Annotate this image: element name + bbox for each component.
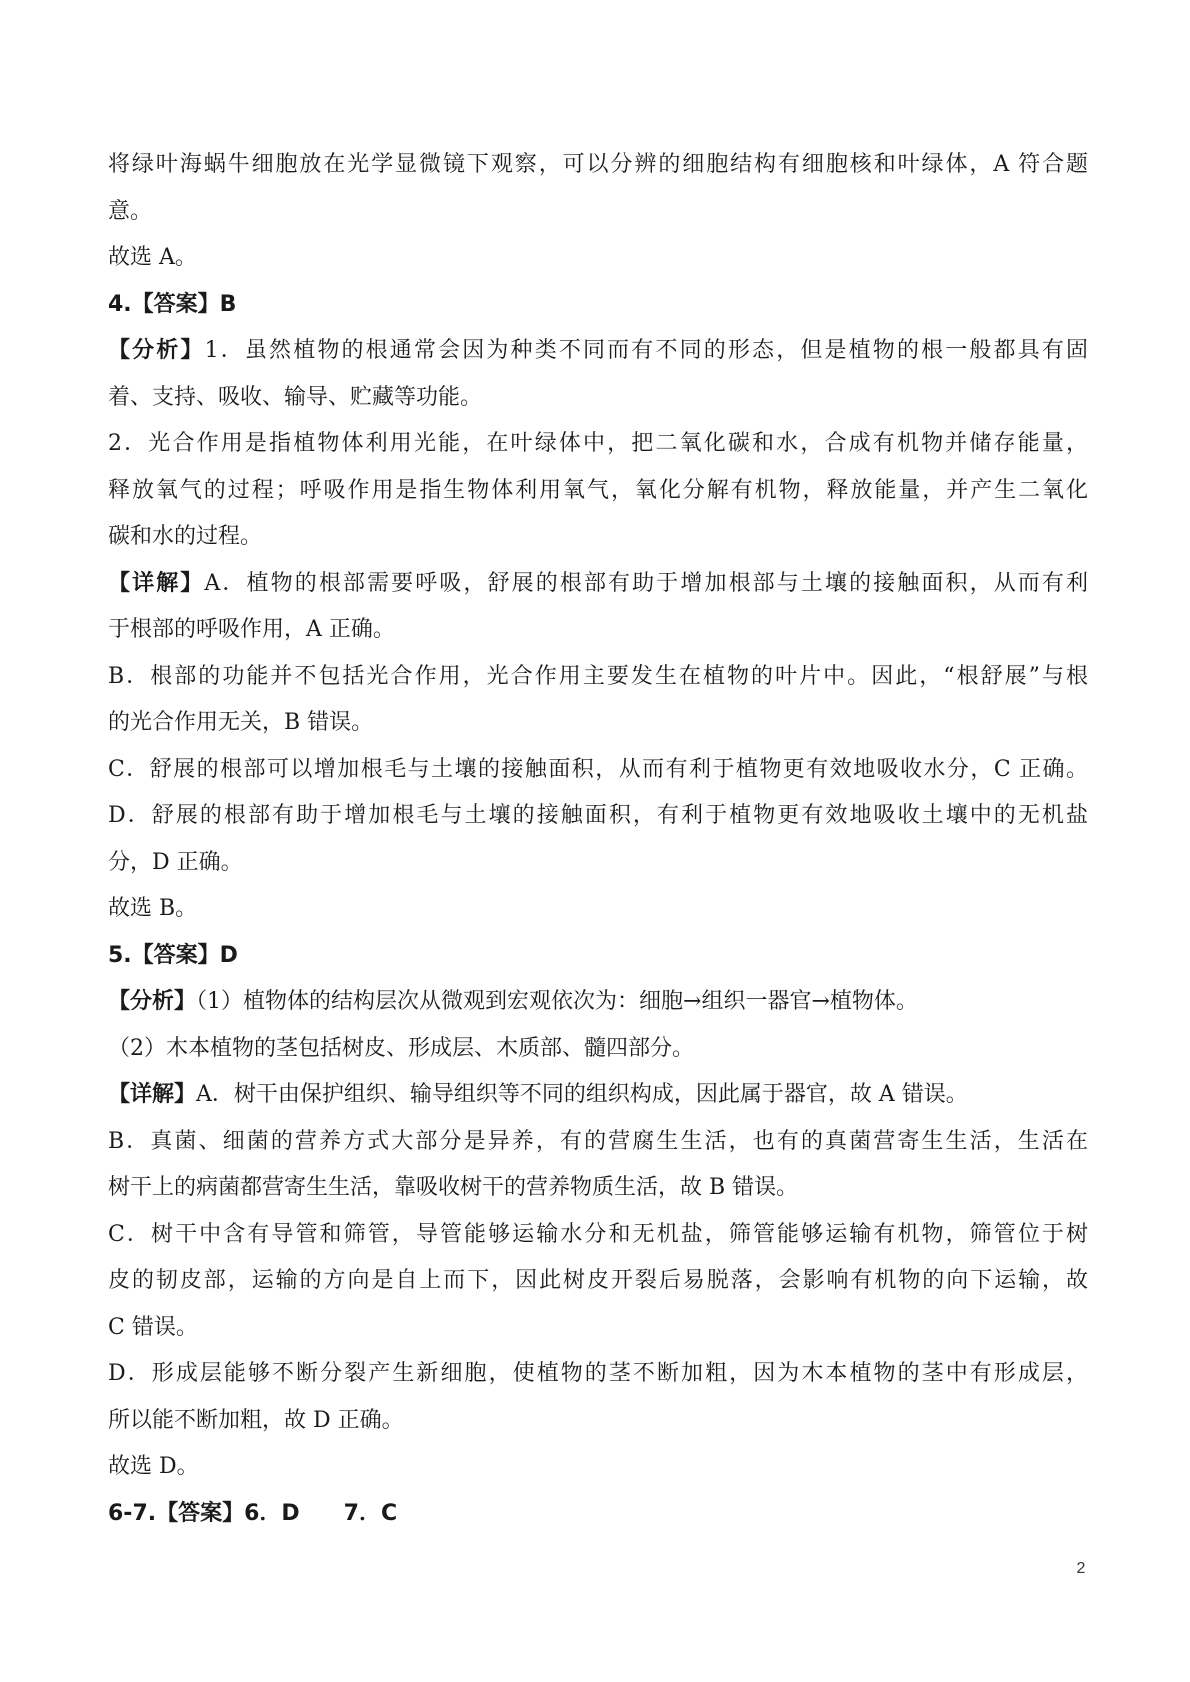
- text-run: 碳和水的过程。: [108, 524, 263, 549]
- text-line: [108, 235, 1088, 282]
- text-line: [108, 514, 1088, 561]
- text-run: B．根部的功能并不包括光合作用，光合作用主要发生在植物的叶片中。因此，“根舒展”与根: [108, 663, 1088, 689]
- text-line: [108, 1398, 1088, 1445]
- bold-label: 【分析】: [108, 989, 197, 1014]
- bold-label: 【分析】: [108, 338, 205, 363]
- text-run: C．舒展的根部可以增加根毛与土壤的接触面积，从而有利于植物更有效地吸收水分，C 正确。: [108, 756, 1088, 782]
- text-line: [108, 1491, 1088, 1538]
- bold-label: 4.【答案】B: [108, 291, 237, 317]
- text-run: A．树干由保护组织、输导组织等不同的组织构成，因此属于器官，故 A 错误。: [196, 1082, 968, 1107]
- text-run: （2）木本植物的茎包括树皮、形成层、木质部、髓四部分。: [108, 1035, 694, 1061]
- answer-text-body: [108, 142, 1088, 1537]
- text-run: 着、支持、吸收、输导、贮藏等功能。: [108, 384, 483, 410]
- text-line: [108, 142, 1088, 189]
- text-line: [108, 1072, 1088, 1119]
- text-line: [108, 793, 1088, 840]
- text-line: [108, 282, 1088, 329]
- text-run: D．舒展的根部有助于增加根毛与土壤的接触面积，有利于植物更有效地吸收土壤中的无机盐: [108, 803, 1088, 828]
- text-line: [108, 840, 1088, 887]
- text-line: [108, 933, 1088, 980]
- text-line: [108, 747, 1088, 794]
- bold-label: 5.【答案】D: [108, 942, 238, 968]
- text-run: D．形成层能够不断分裂产生新细胞，使植物的茎不断加粗，因为木本植物的茎中有形成层，: [108, 1361, 1088, 1386]
- text-line: [108, 1444, 1088, 1491]
- text-run: 皮的韧皮部，运输的方向是自上而下，因此树皮开裂后易脱落，会影响有机物的向下运输，故: [108, 1268, 1088, 1293]
- text-run: 故选 D。: [108, 1454, 199, 1479]
- text-line: [108, 421, 1088, 468]
- text-run: 分，D 正确。: [108, 849, 243, 875]
- bold-label: 【详解】: [108, 570, 205, 596]
- bold-label: 【详解】: [108, 1082, 197, 1107]
- text-run: 将绿叶海蜗牛细胞放在光学显微镜下观察，可以分辨的细胞结构有细胞核和叶绿体，A 符合题: [108, 152, 1088, 177]
- text-run: 释放氧气的过程；呼吸作用是指生物体利用氧气，氧化分解有机物，释放能量，并产生二氧化: [108, 477, 1088, 503]
- text-line: [108, 1258, 1088, 1305]
- text-line: [108, 886, 1088, 933]
- text-line: [108, 607, 1088, 654]
- text-line: [108, 654, 1088, 701]
- text-line: [108, 1026, 1088, 1073]
- text-run: C．树干中含有导管和筛管，导管能够运输水分和无机盐，筛管能够运输有机物，筛管位于树: [108, 1221, 1088, 1247]
- page-number: 2: [1076, 1560, 1086, 1577]
- text-run: 树干上的病菌都营寄生生活，靠吸收树干的营养物质生活，故 B 错误。: [108, 1175, 799, 1200]
- text-line: [108, 1351, 1088, 1398]
- text-line: [108, 1305, 1088, 1352]
- bold-label: 6-7.【答案】6．D 7．C: [108, 1500, 398, 1526]
- text-run: 故选 A。: [108, 245, 197, 270]
- text-line: [108, 979, 1088, 1026]
- text-run: C 错误。: [108, 1314, 198, 1340]
- text-run: 故选 B。: [108, 896, 198, 921]
- text-run: 的光合作用无关，B 错误。: [108, 710, 374, 735]
- text-run: 所以能不断加粗，故 D 正确。: [108, 1407, 404, 1433]
- text-line: [108, 1165, 1088, 1212]
- text-line: [108, 189, 1088, 236]
- text-line: [108, 328, 1088, 375]
- text-line: [108, 375, 1088, 422]
- text-line: [108, 561, 1088, 608]
- text-run: 意。: [108, 198, 153, 224]
- text-line: [108, 700, 1088, 747]
- text-line: [108, 1212, 1088, 1259]
- text-run: A．植物的根部需要呼吸，舒展的根部有助于增加根部与土壤的接触面积，从而有利: [204, 570, 1088, 596]
- text-run: （1）植物体的结构层次从微观到宏观依次为：细胞→组织一器官→植物体。: [196, 989, 918, 1014]
- text-run: 1．虽然植物的根通常会因为种类不同而有不同的形态，但是植物的根一般都具有固: [204, 338, 1088, 363]
- text-run: 2．光合作用是指植物体利用光能，在叶绿体中，把二氧化碳和水，合成有机物并储存能量，: [108, 431, 1088, 456]
- text-run: 于根部的呼吸作用，A 正确。: [108, 617, 395, 642]
- text-line: [108, 468, 1088, 515]
- text-line: [108, 1119, 1088, 1166]
- text-run: B．真菌、细菌的营养方式大部分是异养，有的营腐生生活，也有的真菌营寄生生活，生活在: [108, 1128, 1088, 1154]
